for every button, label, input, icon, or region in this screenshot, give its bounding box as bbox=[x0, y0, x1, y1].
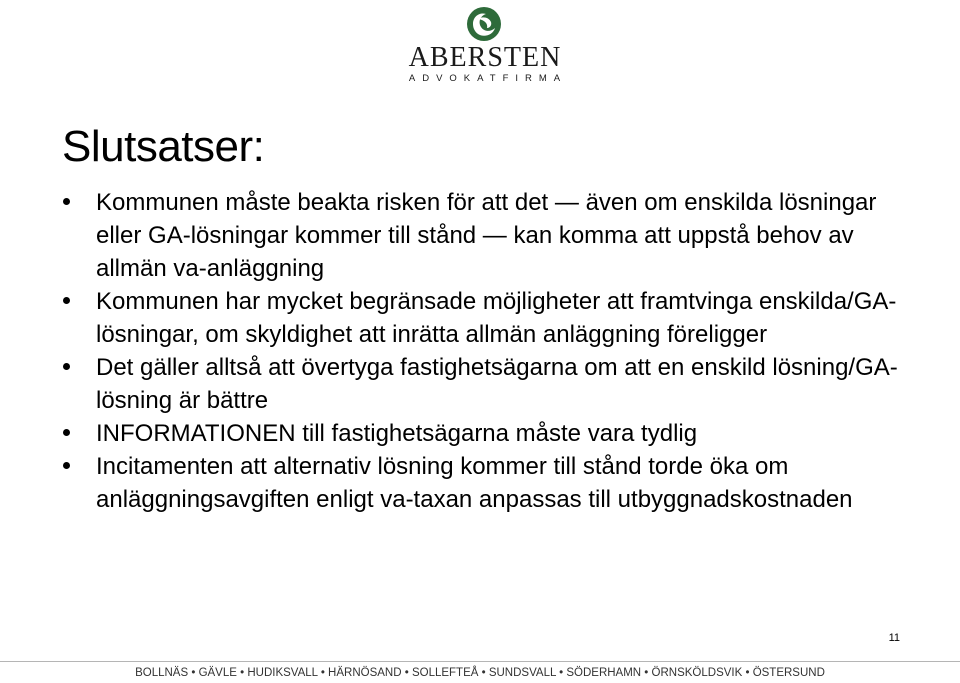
logo-name: ABERSTEN bbox=[408, 42, 562, 73]
logo-subtitle: ADVOKATFIRMA bbox=[408, 73, 568, 84]
bullet-dot-icon bbox=[63, 297, 70, 304]
bullet-item bbox=[62, 186, 922, 285]
abersten-logo-icon bbox=[464, 4, 504, 44]
footer-bar bbox=[0, 661, 960, 683]
bullet-text: Kommunen måste beakta risken för att det — även om enskilda lösningar eller GA-lösningar kommer till stånd — kan komma att uppstå behov av allmän va-anläggning bbox=[96, 189, 877, 282]
slide-title: Slutsatser: bbox=[62, 122, 265, 171]
bullet-item bbox=[62, 450, 922, 516]
page-number: 11 bbox=[888, 632, 900, 644]
firm-logo bbox=[390, 4, 580, 84]
bullet-dot-icon bbox=[63, 198, 70, 205]
bullet-item bbox=[62, 285, 922, 351]
footer-cities: BOLLNÄS • GÄVLE • HUDIKSVALL • HÄRNÖSAND • SOLLEFTEÅ • SUNDSVALL • SÖDERHAMN • ÖRNSKÖLDSVIK • ÖSTERSUND bbox=[135, 667, 825, 679]
bullet-dot-icon bbox=[63, 462, 70, 469]
bullet-text: INFORMATIONEN till fastighetsägarna måste vara tydlig bbox=[96, 420, 698, 447]
bullet-list bbox=[62, 186, 922, 516]
bullet-item bbox=[62, 417, 922, 450]
bullet-text: Det gäller alltså att övertyga fastighetsägarna om att en enskild lösning/GA-lösning är bättre bbox=[96, 354, 898, 414]
bullet-dot-icon bbox=[63, 363, 70, 370]
bullet-text: Incitamenten att alternativ lösning kommer till stånd torde öka om anläggningsavgiften enligt va-taxan anpassas till utbyggnadskostnaden bbox=[96, 453, 853, 513]
bullet-dot-icon bbox=[63, 429, 70, 436]
bullet-item bbox=[62, 351, 922, 417]
bullet-text: Kommunen har mycket begränsade möjligheter att framtvinga enskilda/GA-lösningar, om skyldighet att inrätta allmän anläggning föreligger bbox=[96, 288, 897, 348]
